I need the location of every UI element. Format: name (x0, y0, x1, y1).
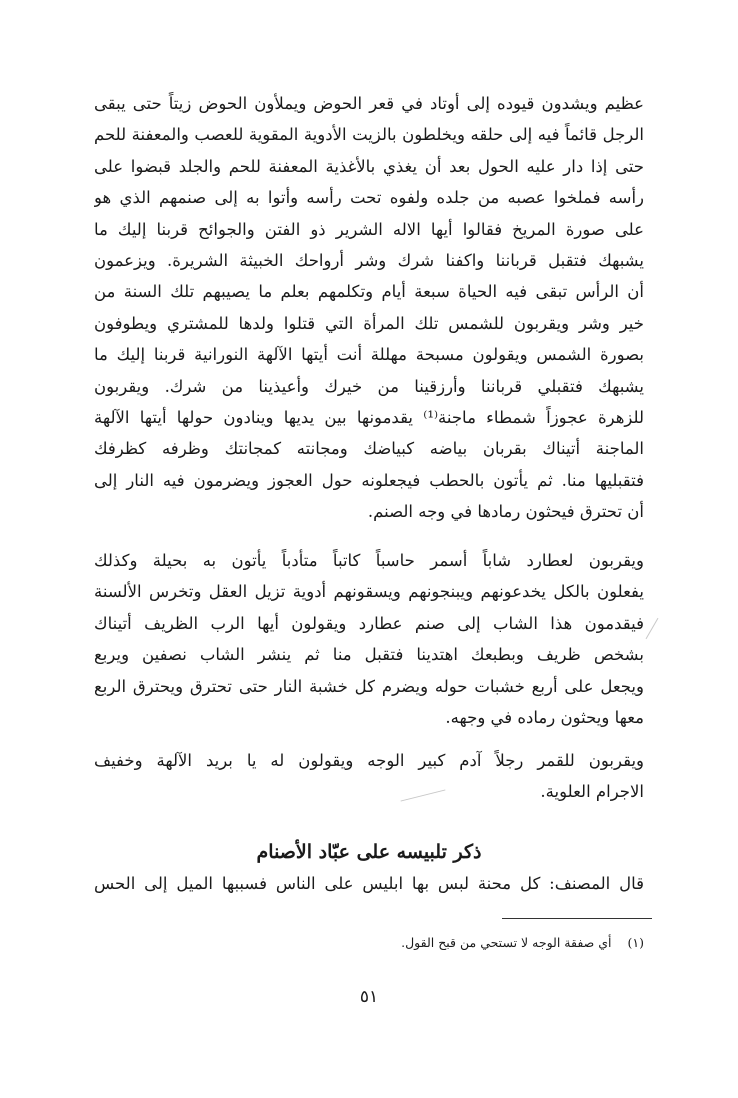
text-line: حتى إذا دار عليه الحول بعد أن يغذي بالأغذية المعفنة للحم والجلد قبضوا على (94, 156, 644, 176)
footnote-divider (502, 918, 652, 919)
text-line: ويقربون للقمر رجلاً آدم كبير الوجه ويقولون له يا بريد الآلهة وخفيف (94, 751, 644, 770)
section-heading: ذكر تلبيسه على عبّاد الأصنام (256, 841, 482, 863)
text-line: بصورة الشمس ويقولون مسبحة مهللة أنت أيتها الآلهة النورانية قربنا إليك ما (94, 345, 644, 365)
footnote-marker: (١) (627, 935, 644, 950)
text-line: للزهرة عجوزاً شمطاء ماجنة⁽¹⁾ يقدمونها بين يديها وينادون حولها أيتها الآلهة (94, 407, 644, 427)
text-line: يفعلون بالكل يخدعونهم ويبنجونهم ويسقونهم أدوية تزيل العقل وتخرس الألسنة (94, 582, 644, 602)
text-line: فتقبليها منا. ثم يأتون بالحطب فيجعلونه حول العجوز ويضرمون فيه النار إلى (94, 470, 644, 490)
page-number: ٥١ (359, 987, 379, 1007)
text-line: الرجل قائماً فيه إلى حلقه ويخلطون بالزيت الأدوية المقوية للعصب والمعفنة للحم (94, 125, 644, 145)
text-line: ويجعل على أربع خشبات حوله ويضرم كل خشبة النار حتى تحترق ويحترق الربع (94, 676, 644, 696)
footnote (94, 932, 644, 954)
text-line: قال المصنف: كل محنة لبس بها ابليس على الناس فسببها الميل إلى الحس (94, 874, 644, 893)
text-line: خير وشر ويقربون للشمس تلك المرأة التي قتلوا ولدها للمشتري ويطوفون (94, 313, 644, 333)
text-line: على صورة المريخ فقالوا أيها الاله الشرير ذو الفتن والجوائح قربنا إليك ما (94, 219, 644, 239)
text-line: يشبهك فتقبلي قرباننا وأرزقينا من خيرك وأعيذينا من شرك. ويقربون (94, 376, 644, 396)
paragraph-3 (94, 745, 644, 808)
text-line: فيقدمون هذا الشاب إلى صنم عطارد ويقولون أيها الرب الظريف أتيناك (94, 613, 644, 633)
text-line: رأسه فملخوا عصبه من جلده ولفوه تحت رأسه وأتوا به إلى صنمهم الذي هو (94, 188, 644, 208)
text-line: بشخص ظريف وبطبعك اهتدينا فتقبل منا ثم ينشر الشاب نصفين ويربع (94, 645, 644, 665)
text-line: الاجرام العلوية. (540, 782, 644, 802)
footnote-text: أي صفقة الوجه لا تستحي من قبح القول. (401, 935, 612, 950)
text-line: ويقربون لعطارد شاباً أسمر حاسباً كاتباً متأدباً يأتون به بحيلة وكذلك (94, 551, 644, 570)
text-line: أن تحترق فيحثون رمادها في وجه الصنم. (367, 502, 644, 522)
text-line: يشبهك فتقبل قرباننا واكفنا شرك وشر أرواحك الخبيثة الشريرة. ويزعمون (94, 250, 644, 270)
text-line: الماجنة أتيناك بقربان بياضه كبياضك ومجانته كمجانتك وظرفه كظرفك (94, 439, 644, 459)
text-line: عظيم ويشدون قيوده إلى أوتاد في قعر الحوض ويملأون الحوض زيتاً حتى يبقى (94, 94, 644, 113)
text-line: أن الرأس تبقى فيه الحياة سبعة أيام وتكلمهم بعلم ما يصيبهم تلك السنة من (94, 282, 644, 302)
paragraph-2 (94, 545, 644, 733)
text-line: معها ويحثون رماده في وجهه. (445, 707, 644, 727)
paragraph-4 (94, 868, 644, 899)
scan-smudge (646, 618, 659, 639)
paragraph-1 (94, 88, 644, 527)
